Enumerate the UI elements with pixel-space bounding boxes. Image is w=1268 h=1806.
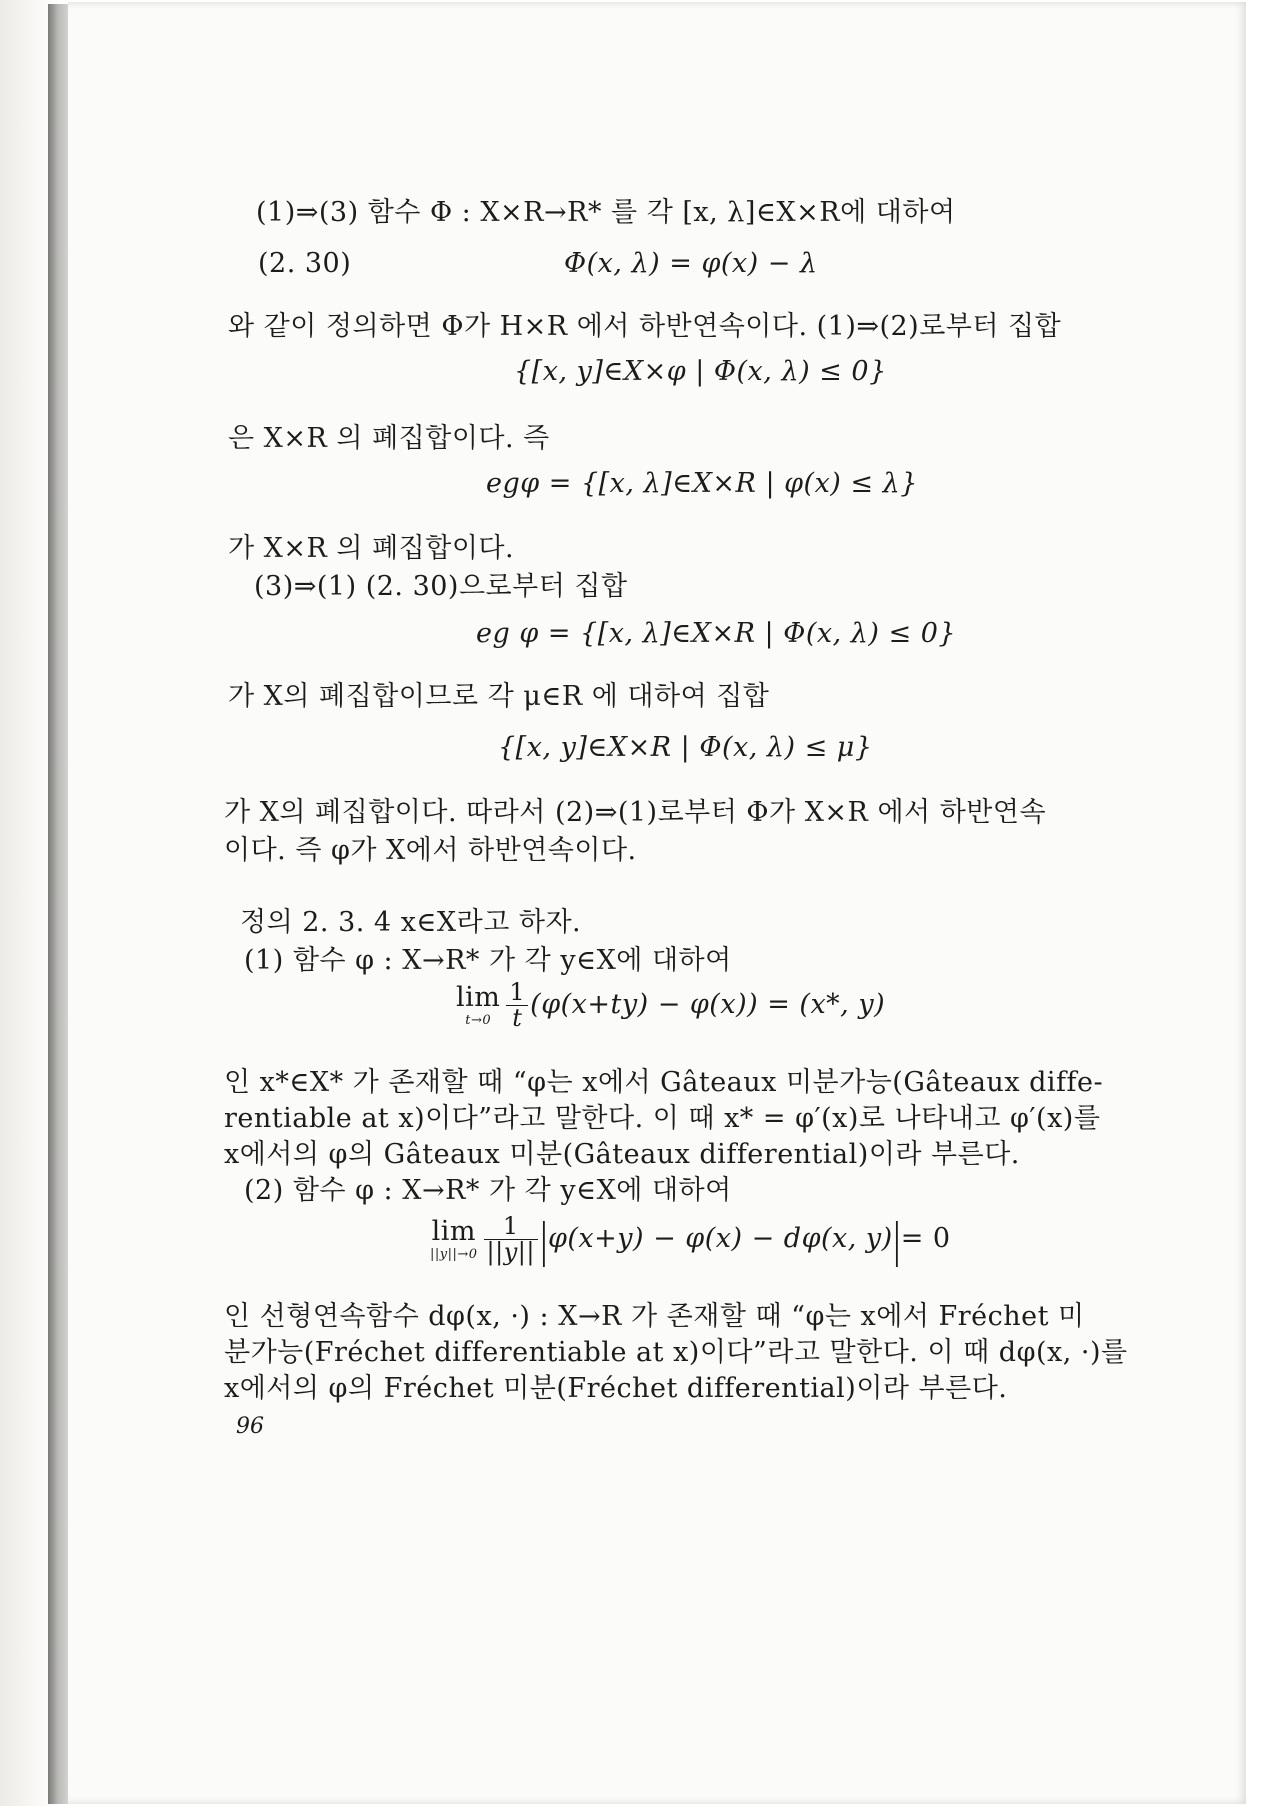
definition-item-1: (1) 함수 φ : X→R* 가 각 y∈X에 대하여: [244, 945, 732, 976]
definition-heading: 정의 2. 3. 4 x∈X라고 하자.: [240, 907, 582, 938]
book-page: [68, 2, 1246, 1804]
gateaux-limit-equation: lim t→0 $\frac{1}{t}$ (φ(x+ty) − φ(x)) = (x*, y): [456, 978, 886, 1033]
fraction: $\frac{1}{||y||}$: [484, 1214, 538, 1265]
gateaux-text-line-2: rentiable at x)이다”라고 말한다. 이 때 x* = φ′(x)로 나타내고 φ′(x)를: [224, 1103, 1101, 1134]
definition-item-2: (2) 함수 φ : X→R* 가 각 y∈X에 대하여: [244, 1175, 732, 1206]
gateaux-text-line-1: 인 x*∈X* 가 존재할 때 “φ는 x에서 Gâteaux 미분가능(Gâteaux diffe-: [224, 1067, 1104, 1098]
proof-line-12: 가 X의 폐집합이다. 따라서 (2)⇒(1)로부터 Φ가 X×R 에서 하반연속: [224, 797, 1047, 828]
proof-line-3: 와 같이 정의하면 Φ가 H×R 에서 하반연속이다. (1)⇒(2)로부터 집합: [228, 311, 1062, 342]
gateaux-text-line-3: x에서의 φ의 Gâteaux 미분(Gâteaux differential)이라 부른다.: [224, 1139, 1020, 1170]
epigraph-expression-2: eg φ = {[x, λ]∈X×R | Φ(x, λ) ≤ 0}: [476, 618, 957, 649]
absolute-bar-left: |: [539, 1212, 548, 1267]
proof-line-8: (3)⇒(1) (2. 30)으로부터 집합: [254, 571, 628, 602]
frechet-text-line-3: x에서의 φ의 Fréchet 미분(Fréchet differential)이라 부른다.: [224, 1373, 1008, 1404]
proof-line-1: (1)⇒(3) 함수 Φ : X×R→R* 를 각 [x, λ]∈X×R에 대하여: [256, 197, 956, 228]
limit-operator: lim ||y||→0: [430, 1216, 478, 1263]
absolute-bar-right: |: [892, 1212, 901, 1267]
set-expression-1: {[x, y]∈X×φ | Φ(x, λ) ≤ 0}: [514, 356, 887, 387]
page-number: 96: [236, 1414, 264, 1439]
book-spine: [48, 4, 70, 1804]
proof-line-10: 가 X의 폐집합이므로 각 μ∈R 에 대하여 집합: [228, 681, 770, 712]
fraction: $\frac{1}{t}$: [506, 980, 528, 1031]
limit-operator: lim t→0: [456, 982, 501, 1029]
proof-line-7: 가 X×R 의 폐집합이다.: [228, 533, 515, 564]
proof-line-13: 이다. 즉 φ가 X에서 하반연속이다.: [224, 835, 637, 866]
frechet-text-line-1: 인 선형연속함수 dφ(x, ·) : X→R 가 존재할 때 “φ는 x에서 Fréchet 미: [224, 1301, 1085, 1332]
equation-2-30: Φ(x, λ) = φ(x) − λ: [564, 248, 818, 279]
equation-label-2-30: (2. 30): [258, 248, 352, 279]
frechet-limit-equation: lim ||y||→0 $\frac{1}{||y||}$ |φ(x+y) − φ(x) − dφ(x, y)|= 0: [430, 1212, 951, 1267]
frechet-text-line-2: 분가능(Fréchet differentiable at x)이다”라고 말한다. 이 때 dφ(x, ·)를: [224, 1337, 1128, 1368]
set-expression-2: {[x, y]∈X×R | Φ(x, λ) ≤ μ}: [498, 732, 873, 763]
epigraph-expression-1: egφ = {[x, λ]∈X×R | φ(x) ≤ λ}: [486, 468, 918, 499]
proof-line-5: 은 X×R 의 폐집합이다. 즉: [228, 423, 550, 454]
